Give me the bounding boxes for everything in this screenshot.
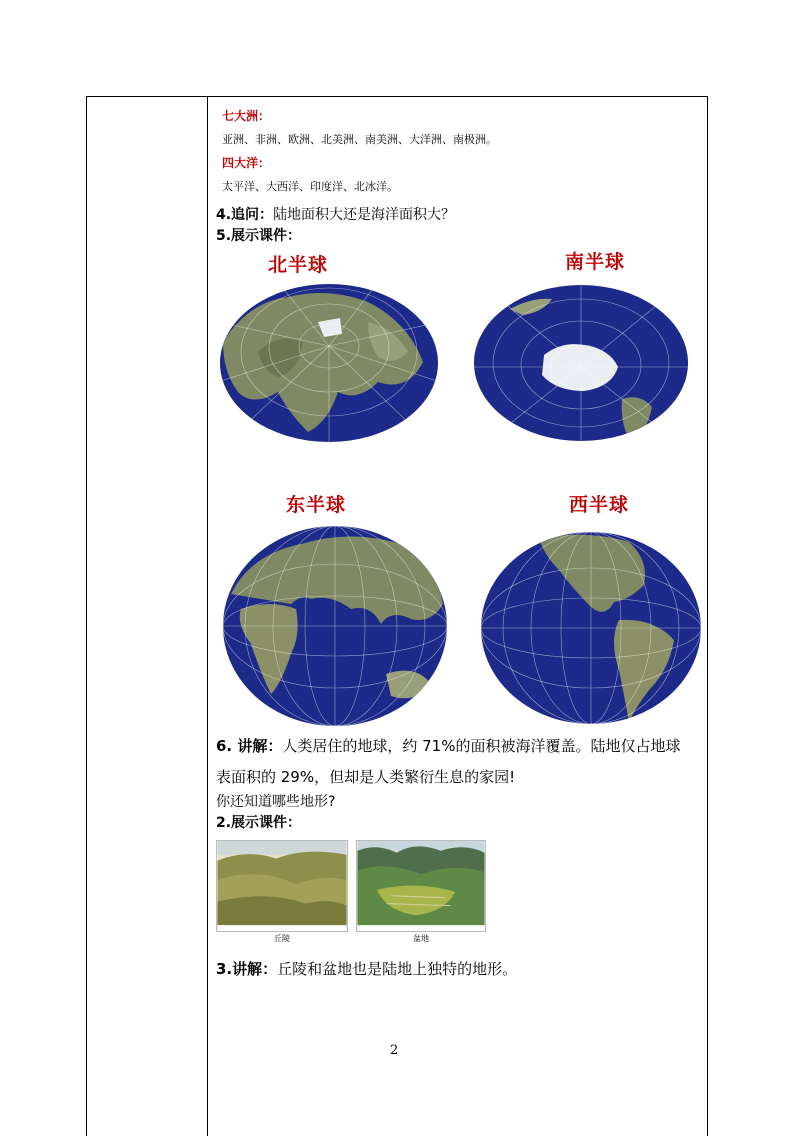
west-hemisphere-title: 西半球 <box>569 494 630 516</box>
step6-text1: 人类居住的地球，约 71%的面积被海洋覆盖。陆地仅占地球 <box>282 737 681 755</box>
oceans-heading: 四大洋： <box>222 156 271 170</box>
south-hemisphere-title: 南半球 <box>565 251 626 273</box>
west-hemisphere-globe <box>479 530 703 726</box>
continents-heading: 七大洲： <box>222 109 271 123</box>
step6-line1 <box>216 735 680 756</box>
page-number: 2 <box>390 1043 399 1058</box>
hills-photo <box>216 840 348 932</box>
step3-label: 3.讲解： <box>216 960 278 978</box>
step2-line <box>216 812 301 832</box>
oceans-list: 太平洋、大西洋、印度洋、北冰洋。 <box>222 180 398 193</box>
basin-caption: 盆地 <box>413 934 429 943</box>
step2-label: 2.展示课件： <box>216 815 302 831</box>
step4-line <box>216 204 455 224</box>
step4-label: 4.追问： <box>216 207 274 223</box>
north-hemisphere-title: 北半球 <box>268 254 329 276</box>
continents-list: 亚洲、非洲、欧洲、北美洲、南美洲、大洋洲、南极洲。 <box>222 133 497 146</box>
step3-text: 丘陵和盆地也是陆地上独特的地形。 <box>277 960 518 978</box>
north-hemisphere-globe <box>218 282 440 444</box>
step5-label: 5.展示课件： <box>216 228 302 244</box>
hills-caption: 丘陵 <box>274 934 290 943</box>
step6-label: 6. 讲解： <box>216 737 283 755</box>
terrain-question: 你还知道哪些地形? <box>216 794 336 810</box>
south-hemisphere-globe <box>472 283 690 443</box>
step6-line2: 表面积的 29%，但却是人类繁衍生息的家园! <box>216 768 516 786</box>
basin-photo <box>356 840 486 932</box>
east-hemisphere-globe <box>221 524 449 728</box>
step4-text: 陆地面积大还是海洋面积大？ <box>273 207 456 223</box>
east-hemisphere-title: 东半球 <box>286 494 347 516</box>
step3-line <box>216 958 517 979</box>
step5-line <box>216 225 301 245</box>
column-divider <box>207 96 208 1136</box>
